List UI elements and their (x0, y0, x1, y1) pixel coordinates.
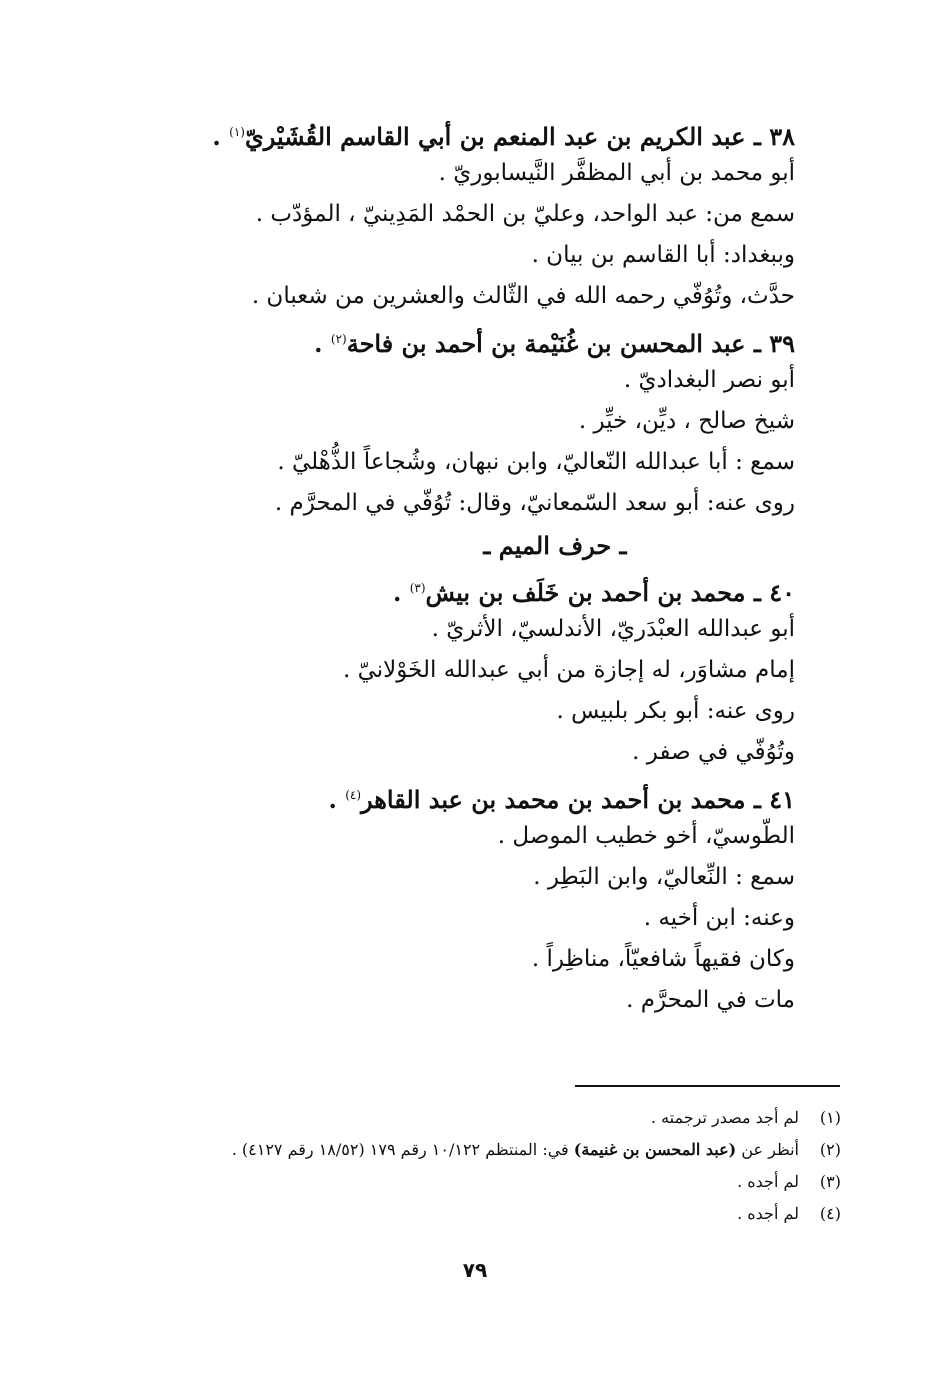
entry-40-line-3: روى عنه: أبو بكر بلبيس . (556, 698, 795, 724)
entry-38-line-3: وببغداد: أبا القاسم بن بيان . (531, 242, 795, 268)
entry-41-note-ref: (٤) (345, 788, 362, 802)
footnote-text: لم أجده . (737, 1172, 799, 1191)
entry-39-line-4: روى عنه: أبو سعد السّمعانيّ، وقال: تُوُفّي في المحرَّم . (274, 490, 795, 516)
footnote-2 (121, 1134, 841, 1166)
footnote-text-pre: أنظر عن (736, 1140, 799, 1159)
entry-38-line-4: حدَّث، وتُوُفّي رحمه الله في الثّالث والعشرين من شعبان . (251, 283, 795, 309)
entry-39-note-ref: (٢) (330, 332, 347, 346)
entry-41-line-4: وكان فقيهاً شافعيّاً، مناظِراً . (531, 946, 795, 972)
entry-40-note-ref: (٣) (409, 581, 426, 595)
entry-38-note-ref: (١) (229, 125, 245, 139)
footnote-text-post: في: المنتظم ١٠/١٢٢ رقم ١٧٩ (١٨/٥٢ رقم ٤١٢٧) . (231, 1140, 574, 1159)
entry-40-name: ٤٠ ـ محمد بن أحمد بن خَلَف بن بيش (425, 578, 795, 607)
section-heading-mim: ـ حرف الميم ـ (483, 531, 627, 560)
entry-41-line-2: سمع : النِّعاليّ، وابن البَطِر . (533, 864, 795, 890)
entry-39-name: ٣٩ ـ عبد المحسن بن غُنَيْمة بن أحمد بن فاحة (346, 329, 795, 358)
footnote-text: لم أجد مصدر ترجمته . (650, 1108, 799, 1127)
footnote-text: لم أجده . (737, 1204, 799, 1223)
footnotes (121, 1102, 841, 1230)
footnote-number: (١) (819, 1108, 841, 1127)
entry-41-heading: ٤١ ـ محمد بن أحمد بن محمد بن عبد القاهر$^{(٤)}$ . (328, 785, 795, 814)
footnote-number: (٤) (819, 1204, 841, 1223)
footnote-1 (121, 1102, 841, 1134)
entry-40-line-2: إمام مشاوَر، له إجازة من أبي عبدالله الخَوْلانيّ . (342, 657, 795, 683)
entry-40-heading: ٤٠ ـ محمد بن أحمد بن خَلَف بن بيش$^{(٣)}$ . (393, 578, 795, 607)
entry-40-line-4: وتُوُفّي في صفر . (632, 739, 795, 765)
entry-40-line-1: أبو عبدالله العبْدَريّ، الأندلسيّ، الأثريّ . (431, 616, 795, 642)
footnote-number: (٢) (819, 1140, 841, 1159)
entry-39-heading: ٣٩ ـ عبد المحسن بن غُنَيْمة بن أحمد بن فاحة$^{(٢)}$ . (314, 329, 795, 358)
entry-38-line-2: سمع من: عبد الواحد، وعليّ بن الحمْد المَدِينيّ ، المؤدّب . (255, 201, 795, 227)
entry-41-line-1: الطّوسيّ، أخو خطيب الموصل . (497, 823, 795, 849)
entry-39-line-1: أبو نصر البغداديّ . (623, 367, 795, 393)
main-text-column (212, 112, 795, 1021)
footnote-text (232, 1134, 799, 1166)
footnote-4 (121, 1198, 841, 1230)
entry-39-line-2: شيخ صالح ، ديِّن، خيِّر . (578, 408, 795, 434)
footnote-number: (٣) (819, 1172, 841, 1191)
page-number: ٧٩ (462, 1258, 488, 1282)
entry-41-name: ٤١ ـ محمد بن أحمد بن محمد بن عبد القاهر (361, 785, 795, 814)
footnote-text-bold: (عبد المحسن بن غنيمة) (573, 1140, 737, 1159)
footnote-divider (575, 1085, 840, 1087)
entry-41-line-5: مات في المحرَّم . (626, 987, 795, 1013)
entry-39-line-3: سمع : أبا عبدالله النّعاليّ، وابن نبهان، وشُجاعاً الذُّهْليّ . (277, 449, 795, 475)
entry-38-line-1: أبو محمد بن أبي المظفَّر النَّيسابوريّ . (438, 160, 795, 186)
footnote-3 (121, 1166, 841, 1198)
entry-38-heading: ٣٨ ـ عبد الكريم بن عبد المنعم بن أبي القاسم القُشَيْريّ$^{(١)}$ . (212, 122, 795, 151)
entry-38-name: ٣٨ ـ عبد الكريم بن عبد المنعم بن أبي القاسم القُشَيْريّ (244, 122, 795, 151)
entry-41-line-3: وعنه: ابن أخيه . (643, 905, 795, 931)
